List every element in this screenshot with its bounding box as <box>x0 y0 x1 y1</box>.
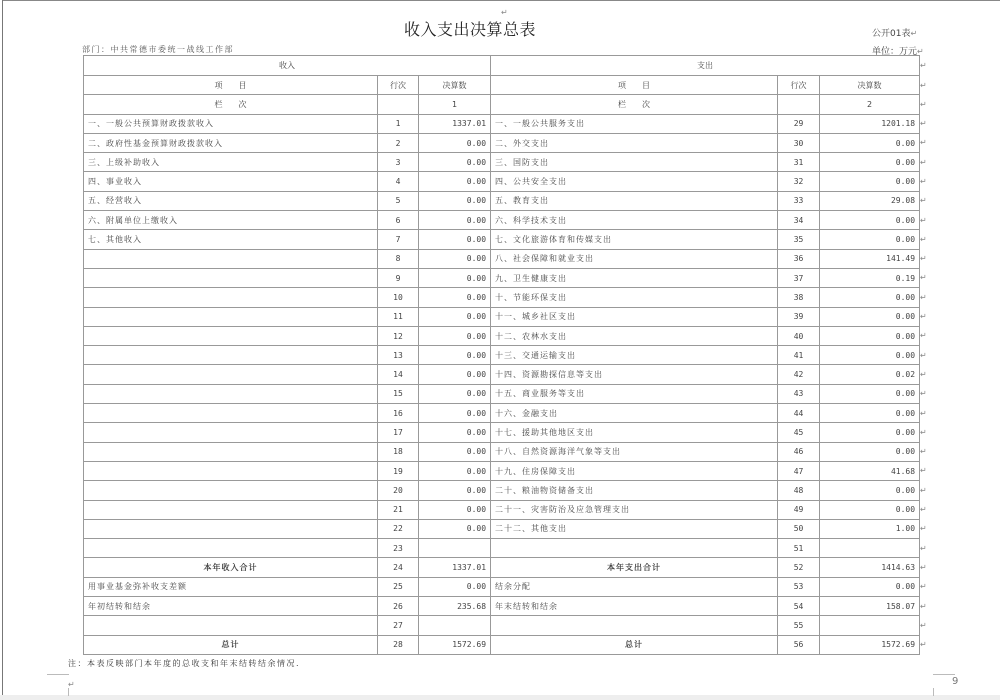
income-amount: 0.00 <box>419 500 491 519</box>
expense-amount: 41.68 <box>820 461 920 480</box>
table-row <box>84 442 920 461</box>
expense-amount: 0.00 <box>820 326 920 345</box>
income-amount: 0.00 <box>419 461 491 480</box>
table-row <box>84 365 920 384</box>
table-row <box>84 191 920 210</box>
expense-item: 二十一、灾害防治及应急管理支出 <box>491 500 778 519</box>
income-item <box>84 249 378 268</box>
paragraph-mark-icon: ↵ <box>920 601 927 611</box>
expense-row-number: 43 <box>778 384 820 403</box>
table-row <box>84 153 920 172</box>
income-item <box>84 519 378 538</box>
expense-row-number: 55 <box>778 616 820 635</box>
expense-amount: 0.00 <box>820 442 920 461</box>
expense-row-number: 44 <box>778 404 820 423</box>
income-row-number: 8 <box>378 249 419 268</box>
page-number: 9 <box>952 676 959 687</box>
income-item <box>84 442 378 461</box>
paragraph-mark-icon: ↵ <box>920 485 927 495</box>
income-item: 用事业基金弥补收支差额 <box>84 577 378 596</box>
unit-label: 单位：万元↵ <box>872 47 924 57</box>
expense-amount: 0.00 <box>820 384 920 403</box>
income-amount: 0.00 <box>419 268 491 287</box>
income-row-number: 12 <box>378 326 419 345</box>
expense-column-blank <box>778 95 820 114</box>
expense-item: 总计 <box>491 635 778 654</box>
income-row-number: 27 <box>378 616 419 635</box>
expense-amount: 0.00 <box>820 288 920 307</box>
expense-amount <box>820 539 920 558</box>
paragraph-mark-icon: ↵ <box>920 99 927 109</box>
expense-row-number: 56 <box>778 635 820 654</box>
income-item <box>84 326 378 345</box>
expense-amount: 0.00 <box>820 423 920 442</box>
margin-corner-mark <box>933 688 934 696</box>
income-row-number: 23 <box>378 539 419 558</box>
expense-row-number: 40 <box>778 326 820 345</box>
paragraph-mark-icon: ↵ <box>920 505 927 515</box>
expense-item: 六、科学技术支出 <box>491 211 778 230</box>
expense-row-number: 37 <box>778 268 820 287</box>
income-row-number: 11 <box>378 307 419 326</box>
income-item <box>84 288 378 307</box>
income-item <box>84 346 378 365</box>
income-row-number: 9 <box>378 268 419 287</box>
income-row-number: 15 <box>378 384 419 403</box>
page-gap <box>0 695 1000 700</box>
income-row-number: 26 <box>378 597 419 616</box>
margin-corner-mark <box>68 688 69 696</box>
expense-amount: 0.00 <box>820 133 920 152</box>
income-amount: 0.00 <box>419 346 491 365</box>
expense-amount: 0.00 <box>820 481 920 500</box>
income-row-col-header: 行次 <box>378 76 419 95</box>
table-row <box>84 423 920 442</box>
table-row <box>84 558 920 577</box>
paragraph-mark-icon: ↵ <box>920 292 927 302</box>
income-item: 四、事业收入 <box>84 172 378 191</box>
expense-item: 结余分配 <box>491 577 778 596</box>
income-item <box>84 404 378 423</box>
margin-corner-mark <box>47 674 69 675</box>
expense-row-col-header: 行次 <box>778 76 820 95</box>
income-amount: 1337.01 <box>419 558 491 577</box>
expense-item: 二十、粮油物资储备支出 <box>491 481 778 500</box>
table-row <box>84 326 920 345</box>
income-item <box>84 268 378 287</box>
income-row-number: 10 <box>378 288 419 307</box>
income-row-number: 24 <box>378 558 419 577</box>
income-amount: 235.68 <box>419 597 491 616</box>
expense-amount: 0.00 <box>820 172 920 191</box>
expense-amount: 0.00 <box>820 346 920 365</box>
paragraph-mark-icon: ↵ <box>910 29 918 38</box>
paragraph-mark-icon: ↵ <box>501 8 508 17</box>
expense-row-number: 34 <box>778 211 820 230</box>
expense-column-index: 2 <box>820 95 920 114</box>
page-top-edge <box>2 0 1000 1</box>
paragraph-mark-icon: ↵ <box>920 234 927 244</box>
expense-amount: 1414.63 <box>820 558 920 577</box>
income-row-number: 19 <box>378 461 419 480</box>
expense-amount: 141.49 <box>820 249 920 268</box>
expense-item <box>491 616 778 635</box>
table-row <box>84 597 920 616</box>
income-amount: 0.00 <box>419 133 491 152</box>
income-amount: 1337.01 <box>419 114 491 133</box>
income-amount: 0.00 <box>419 384 491 403</box>
paragraph-mark-icon: ↵ <box>920 273 927 283</box>
page-title: 收入支出决算总表 <box>403 20 536 39</box>
expense-amount <box>820 616 920 635</box>
table-row <box>84 384 920 403</box>
income-row-number: 3 <box>378 153 419 172</box>
expense-row-number: 46 <box>778 442 820 461</box>
income-row-number: 13 <box>378 346 419 365</box>
paragraph-mark-icon: ↵ <box>920 157 927 167</box>
expense-item: 十、节能环保支出 <box>491 288 778 307</box>
column-header-row <box>84 76 920 95</box>
expense-row-number: 36 <box>778 249 820 268</box>
income-item: 七、其他收入 <box>84 230 378 249</box>
income-amount-col-header: 决算数 <box>419 76 491 95</box>
expense-item: 一、一般公共服务支出 <box>491 114 778 133</box>
income-item <box>84 616 378 635</box>
expense-row-number: 52 <box>778 558 820 577</box>
income-item <box>84 481 378 500</box>
income-item: 本年收入合计 <box>84 558 378 577</box>
expense-item-col-header: 项 目 <box>491 76 778 95</box>
expense-row-number: 54 <box>778 597 820 616</box>
income-amount <box>419 539 491 558</box>
paragraph-mark-icon: ↵ <box>920 80 927 90</box>
expense-amount: 0.00 <box>820 500 920 519</box>
expense-item: 八、社会保障和就业支出 <box>491 249 778 268</box>
income-item <box>84 365 378 384</box>
table-row <box>84 172 920 191</box>
income-column-blank <box>378 95 419 114</box>
income-amount: 0.00 <box>419 211 491 230</box>
expense-item: 年末结转和结余 <box>491 597 778 616</box>
table-row <box>84 114 920 133</box>
income-amount: 0.00 <box>419 577 491 596</box>
paragraph-mark-icon: ↵ <box>920 176 927 186</box>
table-row <box>84 249 920 268</box>
income-amount: 0.00 <box>419 423 491 442</box>
paragraph-mark-icon: ↵ <box>920 640 927 650</box>
expense-amount: 1.00 <box>820 519 920 538</box>
expense-header: 支出 <box>491 56 920 76</box>
paragraph-mark-icon: ↵ <box>917 47 924 56</box>
income-item <box>84 423 378 442</box>
expense-row-number: 38 <box>778 288 820 307</box>
expense-item: 七、文化旅游体育和传媒支出 <box>491 230 778 249</box>
expense-amount: 1572.69 <box>820 635 920 654</box>
expense-row-number: 31 <box>778 153 820 172</box>
expense-item: 四、公共安全支出 <box>491 172 778 191</box>
expense-amount: 1201.18 <box>820 114 920 133</box>
expense-item: 十四、资源勘探信息等支出 <box>491 365 778 384</box>
income-row-number: 18 <box>378 442 419 461</box>
income-item <box>84 500 378 519</box>
paragraph-mark-icon: ↵ <box>920 312 927 322</box>
expense-row-number: 50 <box>778 519 820 538</box>
income-item: 总计 <box>84 635 378 654</box>
expense-amount: 0.00 <box>820 404 920 423</box>
income-row-number: 25 <box>378 577 419 596</box>
expense-item: 三、国防支出 <box>491 153 778 172</box>
income-item <box>84 384 378 403</box>
income-column-index: 1 <box>419 95 491 114</box>
expense-item: 十六、金融支出 <box>491 404 778 423</box>
income-amount: 0.00 <box>419 307 491 326</box>
income-item <box>84 461 378 480</box>
expense-row-number: 33 <box>778 191 820 210</box>
expense-item: 十八、自然资源海洋气象等支出 <box>491 442 778 461</box>
footnote: 注：本表反映部门本年度的总收支和年末结转结余情况. <box>68 659 301 668</box>
income-item <box>84 539 378 558</box>
income-expense-table <box>83 55 920 655</box>
paragraph-mark-icon: ↵ <box>920 408 927 418</box>
table-row <box>84 481 920 500</box>
table-row <box>84 133 920 152</box>
income-amount: 1572.69 <box>419 635 491 654</box>
expense-amount: 29.08 <box>820 191 920 210</box>
table-row <box>84 211 920 230</box>
income-row-number: 20 <box>378 481 419 500</box>
margin-corner-mark <box>933 674 955 675</box>
income-amount: 0.00 <box>419 191 491 210</box>
table-row <box>84 346 920 365</box>
income-row-number: 17 <box>378 423 419 442</box>
expense-amount: 0.02 <box>820 365 920 384</box>
paragraph-mark-icon: ↵ <box>920 543 927 553</box>
paragraph-mark-icon: ↵ <box>920 350 927 360</box>
income-item: 五、经营收入 <box>84 191 378 210</box>
table-row <box>84 577 920 596</box>
table-row <box>84 519 920 538</box>
table-row <box>84 268 920 287</box>
form-code: 公开01表↵ <box>872 29 918 39</box>
expense-row-number: 49 <box>778 500 820 519</box>
income-amount: 0.00 <box>419 365 491 384</box>
table-row <box>84 404 920 423</box>
expense-item: 九、卫生健康支出 <box>491 268 778 287</box>
income-item: 三、上级补助收入 <box>84 153 378 172</box>
income-item: 年初结转和结余 <box>84 597 378 616</box>
expense-row-number: 53 <box>778 577 820 596</box>
paragraph-mark-icon: ↵ <box>920 196 927 206</box>
expense-item: 十五、商业服务等支出 <box>491 384 778 403</box>
table-row <box>84 461 920 480</box>
paragraph-mark-icon: ↵ <box>920 524 927 534</box>
table-row <box>84 616 920 635</box>
table-row <box>84 500 920 519</box>
income-amount: 0.00 <box>419 442 491 461</box>
income-row-number: 21 <box>378 500 419 519</box>
expense-amount: 0.00 <box>820 211 920 230</box>
department-label: 部门：中共常德市委统一战线工作部 <box>82 45 234 54</box>
table-row <box>84 288 920 307</box>
income-item <box>84 307 378 326</box>
income-amount: 0.00 <box>419 153 491 172</box>
expense-row-number: 41 <box>778 346 820 365</box>
expense-row-number: 29 <box>778 114 820 133</box>
paragraph-mark-icon: ↵ <box>68 680 75 689</box>
paragraph-mark-icon: ↵ <box>920 466 927 476</box>
income-item: 一、一般公共预算财政拨款收入 <box>84 114 378 133</box>
income-header: 收入 <box>84 56 491 76</box>
income-amount: 0.00 <box>419 326 491 345</box>
paragraph-mark-icon: ↵ <box>920 389 927 399</box>
table-row <box>84 635 920 654</box>
income-amount: 0.00 <box>419 288 491 307</box>
income-row-number: 7 <box>378 230 419 249</box>
expense-row-number: 45 <box>778 423 820 442</box>
income-column-label: 栏 次 <box>84 95 378 114</box>
income-item-col-header: 项 目 <box>84 76 378 95</box>
income-row-number: 2 <box>378 133 419 152</box>
income-amount: 0.00 <box>419 172 491 191</box>
expense-item: 十七、援助其他地区支出 <box>491 423 778 442</box>
expense-amount: 0.00 <box>820 230 920 249</box>
table-row <box>84 230 920 249</box>
expense-row-number: 39 <box>778 307 820 326</box>
expense-row-number: 48 <box>778 481 820 500</box>
income-row-number: 16 <box>378 404 419 423</box>
expense-amount-col-header: 决算数 <box>820 76 920 95</box>
expense-amount: 158.07 <box>820 597 920 616</box>
income-row-number: 5 <box>378 191 419 210</box>
income-item: 二、政府性基金预算财政拨款收入 <box>84 133 378 152</box>
expense-row-number: 32 <box>778 172 820 191</box>
income-row-number: 1 <box>378 114 419 133</box>
expense-item: 二、外交支出 <box>491 133 778 152</box>
paragraph-mark-icon: ↵ <box>920 331 927 341</box>
income-row-number: 22 <box>378 519 419 538</box>
expense-row-number: 35 <box>778 230 820 249</box>
income-row-number: 28 <box>378 635 419 654</box>
section-header-row <box>84 56 920 76</box>
paragraph-mark-icon: ↵ <box>920 119 927 129</box>
income-amount: 0.00 <box>419 249 491 268</box>
paragraph-mark-icon: ↵ <box>920 620 927 630</box>
expense-item: 十三、交通运输支出 <box>491 346 778 365</box>
paragraph-mark-icon: ↵ <box>920 562 927 572</box>
paragraph-mark-icon: ↵ <box>920 254 927 264</box>
paragraph-mark-icon: ↵ <box>920 427 927 437</box>
paragraph-mark-icon: ↵ <box>920 215 927 225</box>
expense-item <box>491 539 778 558</box>
column-index-row <box>84 95 920 114</box>
income-amount: 0.00 <box>419 230 491 249</box>
expense-amount: 0.00 <box>820 577 920 596</box>
income-amount: 0.00 <box>419 519 491 538</box>
paragraph-mark-icon: ↵ <box>920 138 927 148</box>
expense-amount: 0.00 <box>820 307 920 326</box>
expense-item: 本年支出合计 <box>491 558 778 577</box>
table-row <box>84 307 920 326</box>
expense-row-number: 51 <box>778 539 820 558</box>
table-row <box>84 539 920 558</box>
expense-row-number: 30 <box>778 133 820 152</box>
expense-item: 十一、城乡社区支出 <box>491 307 778 326</box>
income-amount: 0.00 <box>419 404 491 423</box>
income-item: 六、附属单位上缴收入 <box>84 211 378 230</box>
paragraph-mark-icon: ↵ <box>920 447 927 457</box>
expense-item: 十九、住房保障支出 <box>491 461 778 480</box>
income-row-number: 4 <box>378 172 419 191</box>
page-left-edge <box>2 0 3 695</box>
expense-item: 十二、农林水支出 <box>491 326 778 345</box>
paragraph-mark-icon: ↵ <box>920 60 927 70</box>
income-amount <box>419 616 491 635</box>
expense-item: 二十二、其他支出 <box>491 519 778 538</box>
income-row-number: 6 <box>378 211 419 230</box>
expense-row-number: 47 <box>778 461 820 480</box>
income-row-number: 14 <box>378 365 419 384</box>
expense-row-number: 42 <box>778 365 820 384</box>
paragraph-mark-icon: ↵ <box>920 369 927 379</box>
expense-amount: 0.00 <box>820 153 920 172</box>
expense-column-label: 栏 次 <box>491 95 778 114</box>
expense-item: 五、教育支出 <box>491 191 778 210</box>
expense-amount: 0.19 <box>820 268 920 287</box>
paragraph-mark-icon: ↵ <box>920 582 927 592</box>
income-amount: 0.00 <box>419 481 491 500</box>
